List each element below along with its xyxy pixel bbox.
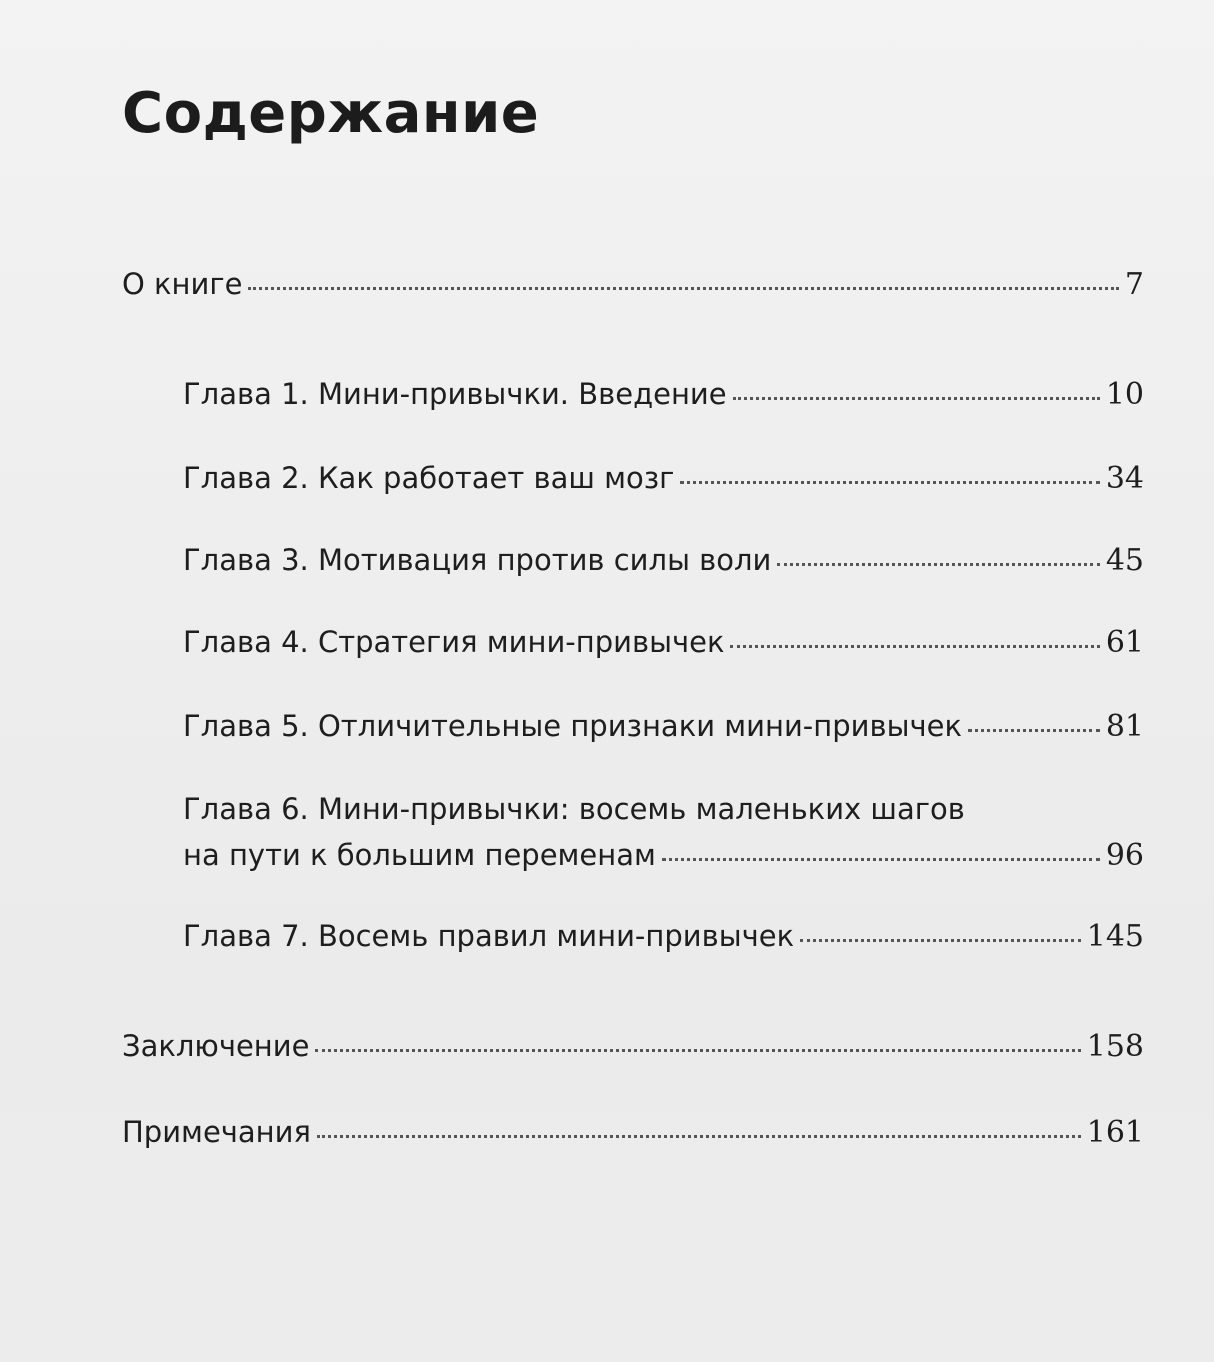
dot-leader	[317, 1135, 1081, 1138]
toc-page-number: 61	[1105, 625, 1144, 660]
toc-entry-label-line-1: Глава 6. Мини-привычки: восемь маленьких шагов	[183, 792, 965, 826]
toc-entry-label-line-2: на пути к большим переменам	[183, 838, 656, 872]
toc-page-number: 34	[1105, 461, 1144, 496]
dot-leader	[968, 729, 1100, 732]
toc-entry-chapter-1[interactable]	[183, 374, 1144, 415]
toc-entry-conclusion[interactable]	[122, 1026, 1144, 1067]
toc-entry-chapter-6[interactable]	[183, 786, 1144, 879]
dot-leader	[248, 287, 1118, 290]
toc-entry-label: Глава 4. Стратегия мини-привычек	[183, 625, 725, 659]
toc-entry-label: Заключение	[122, 1029, 310, 1063]
dot-leader	[733, 397, 1100, 400]
toc-page-number: 10	[1105, 377, 1144, 412]
toc-page-number: 45	[1105, 543, 1144, 578]
toc-entry-label: Глава 2. Как работает ваш мозг	[183, 461, 675, 495]
toc-entry-label: Глава 3. Мотивация против силы воли	[183, 543, 772, 577]
dot-leader	[315, 1049, 1080, 1052]
toc-entry-chapter-7[interactable]	[183, 916, 1144, 957]
toc-entry-chapter-2[interactable]	[183, 458, 1144, 499]
toc-entry-chapter-3[interactable]	[183, 540, 1144, 581]
dot-leader	[800, 939, 1081, 942]
toc-page-number: 81	[1105, 709, 1144, 744]
toc-page-number: 7	[1124, 267, 1144, 302]
toc-entry-about[interactable]	[122, 264, 1144, 305]
toc-page-number: 158	[1086, 1029, 1144, 1064]
toc-page-number: 145	[1086, 919, 1144, 954]
toc-entry-label: Глава 5. Отличительные признаки мини-привычек	[183, 709, 962, 743]
toc-page-number: 161	[1086, 1115, 1144, 1150]
toc-entry-label: Примечания	[122, 1115, 311, 1149]
dot-leader	[730, 645, 1099, 648]
page-title: Содержание	[122, 81, 540, 146]
toc-page-number: 96	[1105, 838, 1144, 873]
toc-entry-label: Глава 7. Восемь правил мини-привычек	[183, 919, 795, 953]
dot-leader	[777, 563, 1099, 566]
toc-entry-chapter-5[interactable]	[183, 706, 1144, 747]
dot-leader	[662, 858, 1100, 861]
toc-entry-label: Глава 1. Мини-привычки. Введение	[183, 377, 727, 411]
toc-entry-notes[interactable]	[122, 1112, 1144, 1153]
dot-leader	[680, 481, 1099, 484]
toc-entry-second-line	[183, 832, 1144, 879]
toc-entry-chapter-4[interactable]	[183, 622, 1144, 663]
toc-entry-label: О книге	[122, 267, 243, 301]
